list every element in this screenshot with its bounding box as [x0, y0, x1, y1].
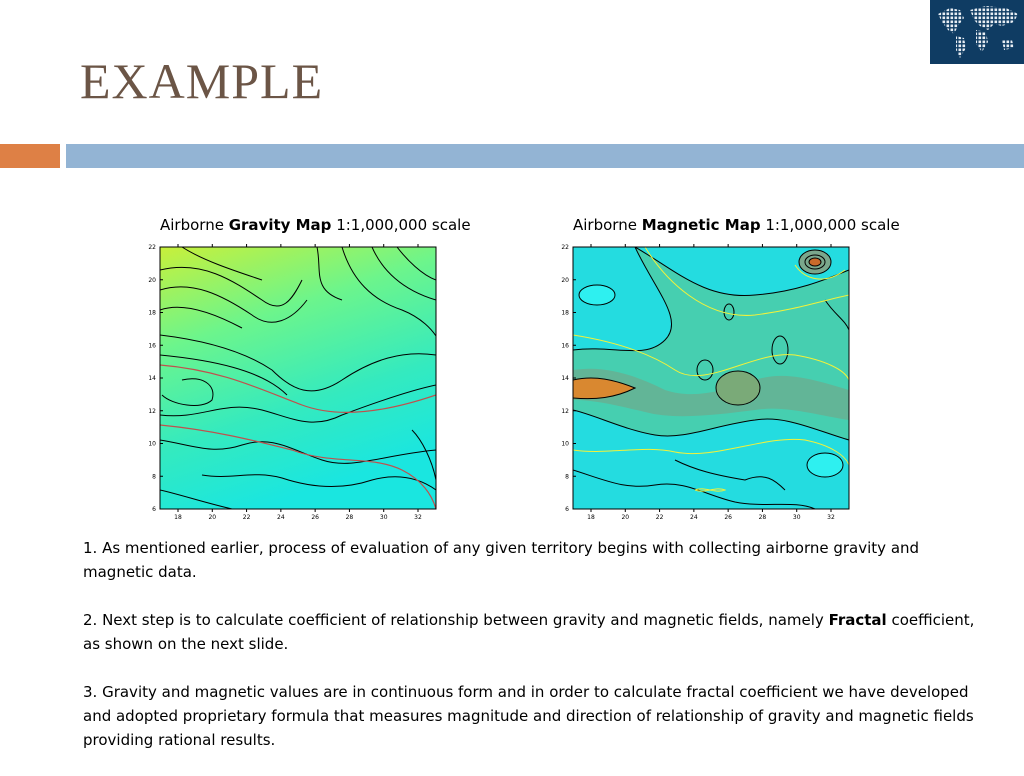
- magnetic-y-tick-label: 20: [561, 276, 569, 284]
- magnetic-y-tick-label: 16: [561, 342, 569, 350]
- magnetic-y-tick-label: 6: [565, 506, 569, 513]
- magnetic-caption-suffix: 1:1,000,000 scale: [760, 216, 900, 234]
- gravity-caption-bold: Gravity Map: [228, 216, 332, 234]
- gravity-y-tick-label: 6: [152, 506, 156, 513]
- magnetic-caption-bold: Magnetic Map: [641, 216, 761, 234]
- slide-title: EXAMPLE: [80, 53, 324, 109]
- gravity-y-tick-label: 12: [148, 407, 156, 415]
- magnetic-y-tick-label: 10: [561, 440, 569, 448]
- gravity-x-tick-label: 24: [277, 514, 285, 521]
- magnetic-x-tick-label: 32: [827, 514, 835, 521]
- magnetic-x-tick-label: 28: [758, 514, 767, 521]
- magnetic-y-tick-label: 22: [561, 244, 569, 251]
- magnetic-y-tick-label: 14: [561, 375, 569, 382]
- magnetic-x-tick-label: 20: [621, 514, 630, 521]
- gravity-y-tick-label: 18: [148, 309, 156, 317]
- paragraph-2-start: 2. Next step is to calculate coefficient of relationship between gravity and magnetic fields, namely: [83, 611, 829, 629]
- magnetic-y-tick-label: 12: [561, 407, 569, 415]
- gravity-contour-map: [142, 240, 442, 522]
- magnetic-x-tick-label: 22: [655, 514, 664, 521]
- magnetic-map-caption: [573, 216, 900, 234]
- magnetic-x-tick-label: 30: [792, 514, 801, 521]
- gravity-y-tick-label: 14: [148, 375, 156, 382]
- gravity-map-caption: [160, 216, 471, 234]
- gravity-x-tick-label: 20: [208, 514, 217, 521]
- magnetic-contour-map: [555, 240, 855, 522]
- accent-bar-orange: [0, 144, 60, 168]
- paragraph-2-end: coefficient, as shown on the next slide.: [83, 611, 975, 653]
- paragraph-2-bold: Fractal: [828, 611, 887, 629]
- accent-bar-blue: [66, 144, 1024, 168]
- body-text: [83, 536, 983, 776]
- magnetic-x-tick-label: 18: [587, 514, 595, 521]
- magnetic-y-tick-label: 18: [561, 309, 569, 317]
- magnetic-x-tick-label: 26: [724, 514, 732, 521]
- gravity-x-tick-label: 30: [379, 514, 388, 521]
- gravity-caption-suffix: 1:1,000,000 scale: [331, 216, 471, 234]
- gravity-x-tick-label: 22: [242, 514, 251, 521]
- paragraph-1: 1. As mentioned earlier, process of evaluation of any given territory begins with collecting airborne gravity and magnetic data.: [83, 539, 920, 581]
- world-map-icon: [930, 0, 1024, 64]
- gravity-x-tick-label: 18: [174, 514, 182, 521]
- magnetic-y-tick-label: 8: [565, 473, 569, 481]
- paragraph-3: 3. Gravity and magnetic values are in continuous form and in order to calculate fractal coefficient we have developed and adopted proprietary formula that measures magnitude and direction of relationship of gravity and magnetic fields providing rational results.: [83, 683, 974, 749]
- gravity-y-tick-label: 8: [152, 473, 156, 481]
- gravity-caption-prefix: Airborne: [160, 216, 229, 234]
- gravity-y-tick-label: 20: [148, 276, 156, 284]
- gravity-y-tick-label: 22: [148, 244, 156, 251]
- gravity-x-tick-label: 32: [414, 514, 422, 521]
- magnetic-caption-prefix: Airborne: [573, 216, 642, 234]
- gravity-y-tick-label: 10: [148, 440, 156, 448]
- paragraph-2: [83, 608, 983, 656]
- gravity-x-tick-label: 28: [345, 514, 354, 521]
- gravity-x-tick-label: 26: [311, 514, 319, 521]
- gravity-y-tick-label: 16: [148, 342, 156, 350]
- magnetic-x-tick-label: 24: [690, 514, 698, 521]
